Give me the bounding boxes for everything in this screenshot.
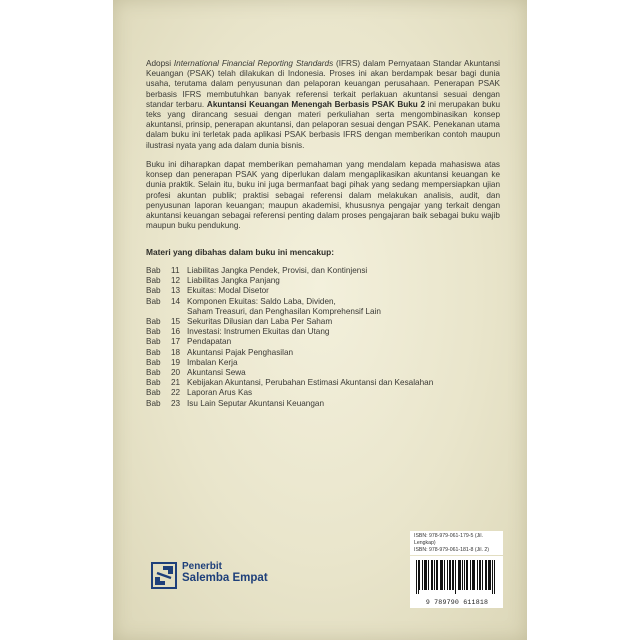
chapter-bab: Bab <box>146 398 161 408</box>
barcode-bar <box>473 560 474 590</box>
chapter-list <box>146 266 433 409</box>
chapter-title: Laporan Arus Kas <box>187 388 253 398</box>
chapter-item <box>146 358 433 368</box>
chapter-bab: Bab <box>146 388 161 398</box>
chapter-title: Isu Lain Seputar Akuntansi Keuangan <box>187 398 325 408</box>
chapter-title: Komponen Ekuitas: Saldo Laba, Dividen, <box>187 296 336 306</box>
barcode-bar <box>434 560 435 590</box>
chapter-bab: Bab <box>146 368 161 378</box>
chapter-title: Akuntansi Pajak Penghasilan <box>187 347 294 357</box>
barcode-bar <box>466 560 467 590</box>
barcode-bar <box>440 560 441 590</box>
chapter-item <box>146 399 433 409</box>
barcode-bar <box>477 560 478 590</box>
barcode-bar <box>480 560 481 590</box>
publisher-name <box>182 561 268 585</box>
chapter-item <box>146 388 433 398</box>
barcode-bar <box>458 560 459 590</box>
barcode <box>410 556 503 608</box>
chapter-item <box>146 317 433 327</box>
barcode-bar <box>485 560 486 590</box>
chapter-number: 16 <box>171 327 181 337</box>
barcode-bar <box>441 560 442 590</box>
chapter-title: Kebijakan Akuntansi, Perubahan Estimasi Akuntansi dan Kesalahan <box>187 378 434 388</box>
chapter-bab: Bab <box>146 286 161 296</box>
barcode-bar <box>489 560 490 590</box>
chapter-number: 22 <box>171 388 181 398</box>
chapter-item <box>146 337 433 347</box>
barcode-bar <box>418 560 419 594</box>
intro-text-a: Adopsi <box>146 59 174 68</box>
chapter-bab: Bab <box>146 266 161 275</box>
barcode-bar <box>437 560 438 590</box>
barcode-bar <box>490 560 491 590</box>
barcode-bar <box>460 560 461 590</box>
chapter-number: 17 <box>171 337 181 347</box>
chapter-title: Akuntansi Sewa <box>187 368 246 378</box>
chapter-bab: Bab <box>146 296 161 306</box>
chapter-number: 21 <box>171 378 181 388</box>
barcode-bar <box>492 560 493 594</box>
barcode-bar <box>442 560 443 590</box>
intro-text-b: (IFRS) dalam Pernyataan Standar Akuntansi Keuangan (PSAK) telah dilakukan di Indonesia. Proses ini akan berdampak besar bagi dunia usaha, terutama dalam penyusunan dan pelaporan keuangan perusahaan. Penerapan PSAK berbasis IFRS membutuhkan banyak referensi terkait perlakuan akuntansi sesuai dengan standar terbaru. <box>146 59 500 109</box>
barcode-bar <box>425 560 426 590</box>
barcode-bar <box>426 560 427 590</box>
barcode-bar <box>464 560 465 590</box>
chapter-bab: Bab <box>146 276 161 286</box>
book-title: Akuntansi Keuangan Menengah Berbasis PSAK Buku 2 <box>206 99 426 109</box>
barcode-bar <box>470 560 471 590</box>
barcode-bar <box>447 560 448 590</box>
chapters-heading: Materi yang dibahas dalam buku ini mencakup: <box>146 247 335 257</box>
chapter-number: 14 <box>171 296 181 306</box>
barcode-bar <box>419 560 420 590</box>
chapter-number: 18 <box>171 347 181 357</box>
chapter-item <box>146 368 433 378</box>
barcode-bar <box>467 560 468 590</box>
isbn-box <box>410 531 503 555</box>
barcode-bar <box>450 560 451 590</box>
chapter-number: 15 <box>171 317 181 327</box>
intro-paragraph-1 <box>146 59 500 151</box>
chapter-bab: Bab <box>146 337 161 347</box>
chapter-title: Ekuitas: Modal Disetor <box>187 286 269 296</box>
intro-paragraph-2: Buku ini diharapkan dapat memberikan pemahaman yang mendalam kepada mahasiswa atas konsep dan penerapan PSAK yang diperlukan dalam mengaplikasikan akuntansi keuangan ke dunia praktik. Selain itu, buku ini juga bermanfaat bagi pihak yang sedang mempersiapkan ujian profesi akuntan publik; praktisi sebagai referensi dalam melakukan analisis, audit, dan penyusunan laporan keuangan; maupun akademisi, khususnya pengajar yang terkait dengan akuntansi keuangan sebagai referensi penting dalam proses pengajaran baik sebagai buku wajib maupun buku pendukung. <box>146 160 500 231</box>
barcode-bar <box>452 560 453 590</box>
barcode-bar <box>444 560 445 590</box>
chapter-title: Imbalan Kerja <box>187 357 238 367</box>
chapter-bab: Bab <box>146 378 161 388</box>
chapter-number: 12 <box>171 276 181 286</box>
chapter-item <box>146 348 433 358</box>
chapter-number: 19 <box>171 357 181 367</box>
barcode-bars <box>416 560 497 594</box>
barcode-bar <box>424 560 425 590</box>
chapter-number: 11 <box>171 266 180 275</box>
barcode-bar <box>486 560 487 590</box>
chapter-title-continuation: Saham Treasuri, dan Penghasilan Komprehensif Lain <box>187 306 381 316</box>
chapter-item <box>146 327 433 337</box>
barcode-bar <box>422 560 423 590</box>
chapter-title: Liabilitas Jangka Panjang <box>187 276 280 286</box>
chapter-item <box>146 378 433 388</box>
chapter-title: Pendapatan <box>187 337 232 347</box>
publisher-label: Penerbit <box>182 561 223 572</box>
barcode-digits: 9 789790 611818 <box>425 599 489 606</box>
chapter-item <box>146 286 433 296</box>
barcode-bar <box>431 560 432 590</box>
chapter-title: Investasi: Instrumen Ekuitas dan Utang <box>187 327 330 337</box>
chapter-number: 20 <box>171 368 181 378</box>
barcode-bar <box>453 560 454 590</box>
barcode-bar <box>428 560 429 590</box>
chapter-bab: Bab <box>146 357 161 367</box>
barcode-bar <box>455 560 456 594</box>
ifrs-term: International Financial Reporting Standards <box>173 59 334 68</box>
chapter-title: Liabilitas Jangka Pendek, Provisi, dan Kontinjensi <box>187 266 368 275</box>
barcode-bar <box>494 560 495 594</box>
barcode-bar <box>449 560 450 590</box>
publisher-brand: Salemba Empat <box>182 572 268 584</box>
barcode-bar <box>482 560 483 590</box>
barcode-bar <box>479 560 480 590</box>
chapter-bab: Bab <box>146 347 161 357</box>
isbn-line-complete: ISBN: 978-979-061-179-5 (Jil. Lengkap) <box>414 533 483 546</box>
barcode-bar <box>436 560 437 590</box>
salemba-logo-icon <box>151 562 177 589</box>
barcode-bar <box>416 560 417 594</box>
chapter-number: 23 <box>171 398 181 408</box>
chapter-number: 13 <box>171 286 181 296</box>
barcode-bar <box>459 560 460 590</box>
intro-text-c: ini merupakan buku teks yang dirancang sesuai dengan materi perkuliahan serta mengombinasikan konsep akuntansi, prinsip, penerapan akuntansi, dan pelaporan sesuai dengan PSAK. Penekanan utama dalam buku ini terletak pada aplikasi PSAK berbasis IFRS dengan memberikan contoh maupun ilustrasi nyata yang ada dalam dunia bisnis. <box>146 99 500 150</box>
barcode-bar <box>462 560 463 590</box>
barcode-bar <box>488 560 489 590</box>
barcode-bar <box>472 560 473 590</box>
chapter-item <box>146 276 433 286</box>
isbn-line-volume: ISBN: 978-979-061-181-8 (Jil. 2) <box>414 547 489 553</box>
chapter-title: Sekuritas Dilusian dan Laba Per Saham <box>187 317 333 327</box>
barcode-bar <box>474 560 475 590</box>
chapter-item <box>146 297 433 307</box>
chapter-bab: Bab <box>146 317 161 327</box>
chapter-bab: Bab <box>146 327 161 337</box>
barcode-bar <box>432 560 433 590</box>
chapter-item <box>146 266 433 276</box>
